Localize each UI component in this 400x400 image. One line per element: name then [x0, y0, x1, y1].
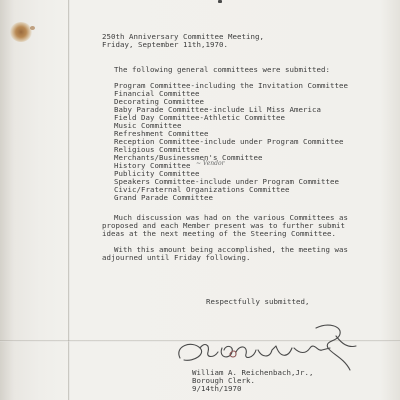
committee-item: Publicity Committee [114, 169, 200, 178]
committee-item: Refreshment Committee [114, 129, 209, 138]
committee-item: Field Day Committee-Athletic Committee [114, 113, 285, 122]
committee-item: History Committee [114, 161, 191, 170]
committee-item: Financial Committee [114, 89, 200, 98]
committee-item: Merchants/Businessmen's Committee [114, 153, 263, 162]
paragraph-1-line-1: Much discussion was had on the various Committees as [114, 213, 348, 222]
committee-item: Religious Committee [114, 145, 200, 154]
signer-name: William A. Reichenbach,Jr., [192, 368, 314, 377]
committee-item: Speakers Committee-include under Program Committee [114, 177, 339, 186]
paragraph-2-line-2: adjourned until Friday following. [102, 253, 251, 262]
handwritten-note: ~ Vendor [196, 160, 225, 167]
header-line-1: 250th Anniversary Committee Meeting, [102, 32, 264, 41]
rust-stain-small [30, 26, 35, 30]
committee-item: Baby Parade Committee-include Lil Miss America [114, 105, 321, 114]
committee-item: Decorating Committee [114, 97, 204, 106]
signer-date: 9/14th/1970 [192, 384, 242, 393]
paragraph-1-line-3: ideas at the next meeting of the Steering Committee. [102, 229, 336, 238]
paragraph-2-line-1: With this amount being accomplished, the meeting was [114, 245, 348, 254]
intro-text: The following general committees were submitted: [114, 65, 330, 74]
closing-text: Respectfully submitted, [206, 297, 310, 306]
committee-item: Program Committee-including the Invitation Committee [114, 81, 348, 90]
signer-title: Borough Clerk. [192, 376, 255, 385]
committee-item: Music Committee [114, 121, 182, 130]
ink-mark [218, 0, 222, 3]
header-line-2: Friday, September 11th,1970. [102, 40, 228, 49]
paragraph-1-line-2: proposed and each Member present was to further submit [102, 221, 345, 230]
committee-item: Civic/Fraternal Organizations Committee [114, 185, 290, 194]
committee-item: Grand Parade Committee [114, 193, 213, 202]
committee-item: Reception Committee-include under Program Committee [114, 137, 344, 146]
rust-stain [10, 22, 32, 42]
